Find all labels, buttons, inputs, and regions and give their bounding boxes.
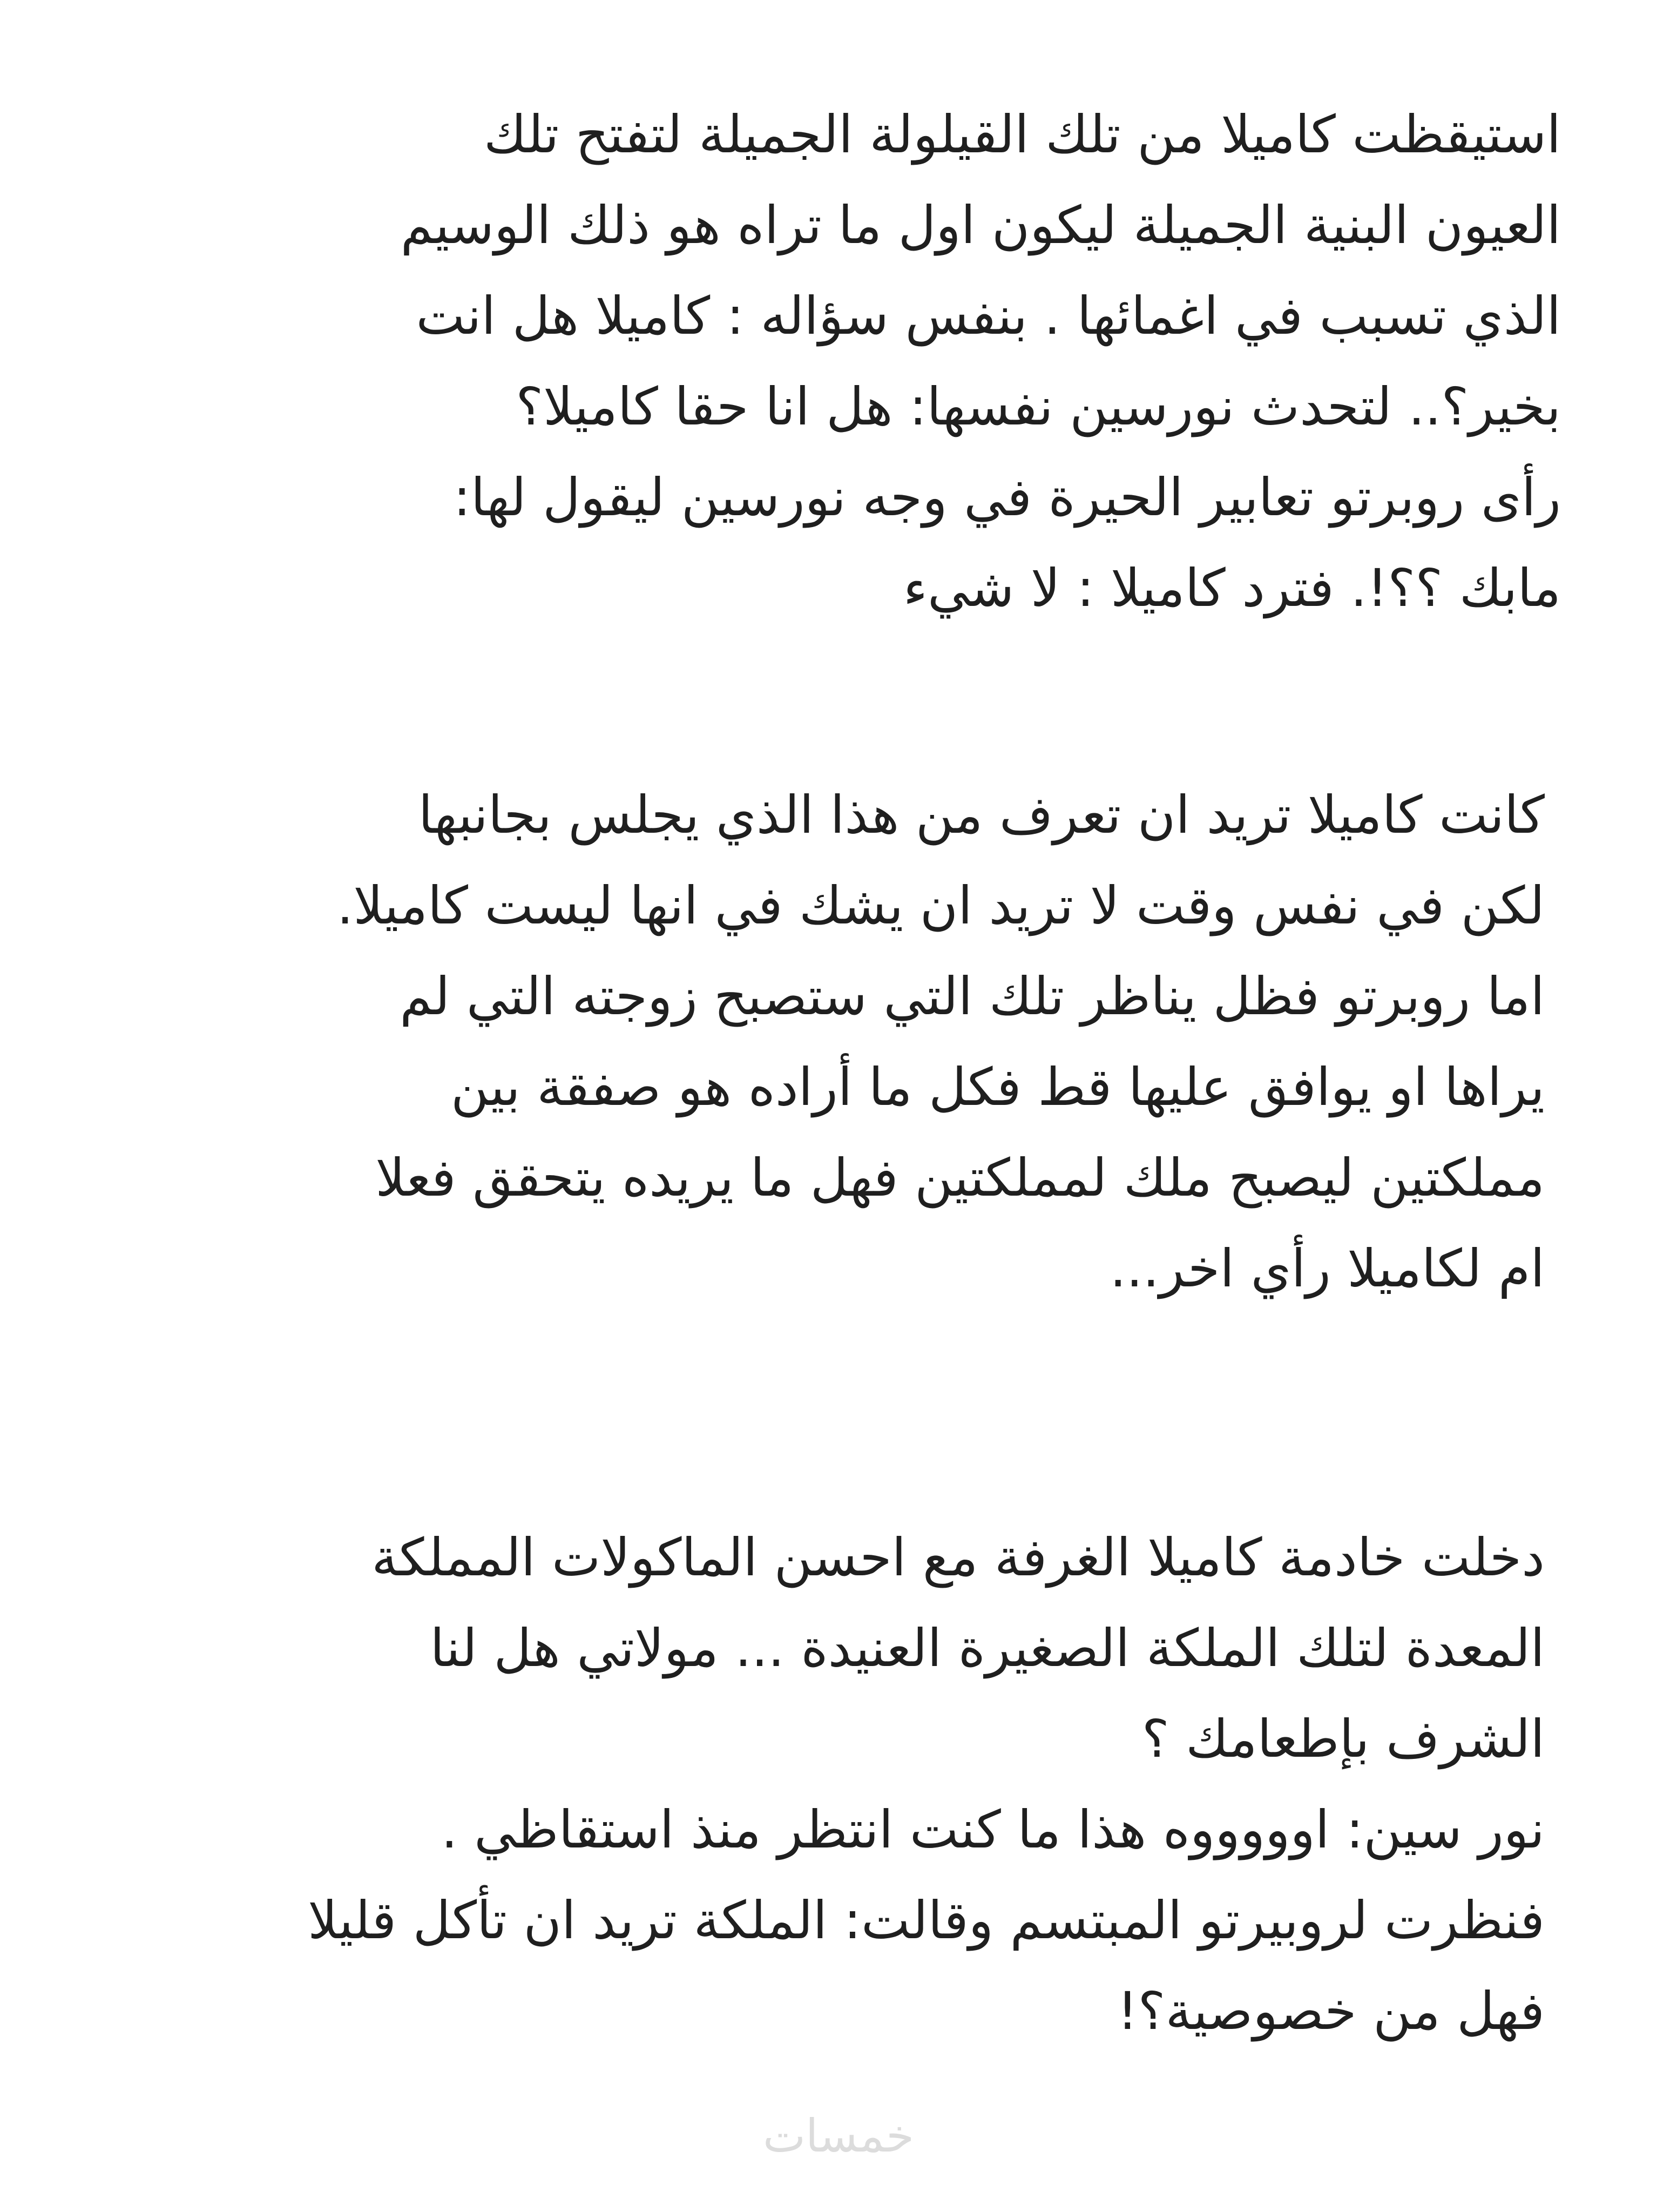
paragraph-2: [337, 770, 1545, 1314]
text-line: ام لكاميلا رأي اخر...: [1110, 1238, 1545, 1299]
text-line: بخير؟.. لتحدث نورسين نفسها: هل انا حقا كاميلا؟: [516, 376, 1561, 437]
text-line: مابك ؟؟!. فترد كاميلا : لا شيء: [903, 558, 1561, 618]
text-line: استيقظت كاميلا من تلك القيلولة الجميلة لتفتح تلك: [483, 104, 1561, 165]
text-line: الذي تسبب في اغمائها . بنفس سؤاله : كاميلا هل انت: [416, 286, 1561, 346]
text-line: مملكتين ليصبح ملك لمملكتين فهل ما يريده يتحقق فعلا: [375, 1148, 1545, 1208]
text-line: نور سين: اوووووه هذا ما كنت انتظر منذ استقاظي .: [441, 1799, 1545, 1860]
watermark-logo: خمسات: [762, 2109, 915, 2162]
paragraph-3: [308, 1512, 1545, 2056]
text-line: المعدة لتلك الملكة الصغيرة العنيدة ... مولاتي هل لنا: [430, 1618, 1545, 1678]
text-line: الشرف بإطعامك ؟: [1141, 1709, 1545, 1769]
text-line: فنظرت لروبيرتو المبتسم وقالت: الملكة تريد ان تأكل قليلا: [308, 1890, 1545, 1951]
text-line: يراها او يوافق عليها قط فكل ما أراده هو صفقة بين: [450, 1057, 1545, 1117]
text-line: لكن في نفس وقت لا تريد ان يشك في انها ليست كاميلا.: [336, 875, 1545, 936]
text-line: كانت كاميلا تريد ان تعرف من هذا الذي يجلس بجانبها: [418, 785, 1545, 845]
text-line: العيون البنية الجميلة ليكون اول ما تراه هو ذلك الوسيم: [400, 195, 1561, 255]
text-line: دخلت خادمة كاميلا الغرفة مع احسن الماكولات المملكة: [371, 1527, 1545, 1588]
text-line: رأى روبرتو تعابير الحيرة في وجه نورسين ليقول لها:: [453, 467, 1561, 528]
text-line: اما روبرتو فظل يناظر تلك التي ستصبح زوجته التي لم: [400, 966, 1545, 1027]
text-line: فهل من خصوصية؟!: [1117, 1981, 1545, 2041]
paragraph-1: [401, 89, 1561, 633]
